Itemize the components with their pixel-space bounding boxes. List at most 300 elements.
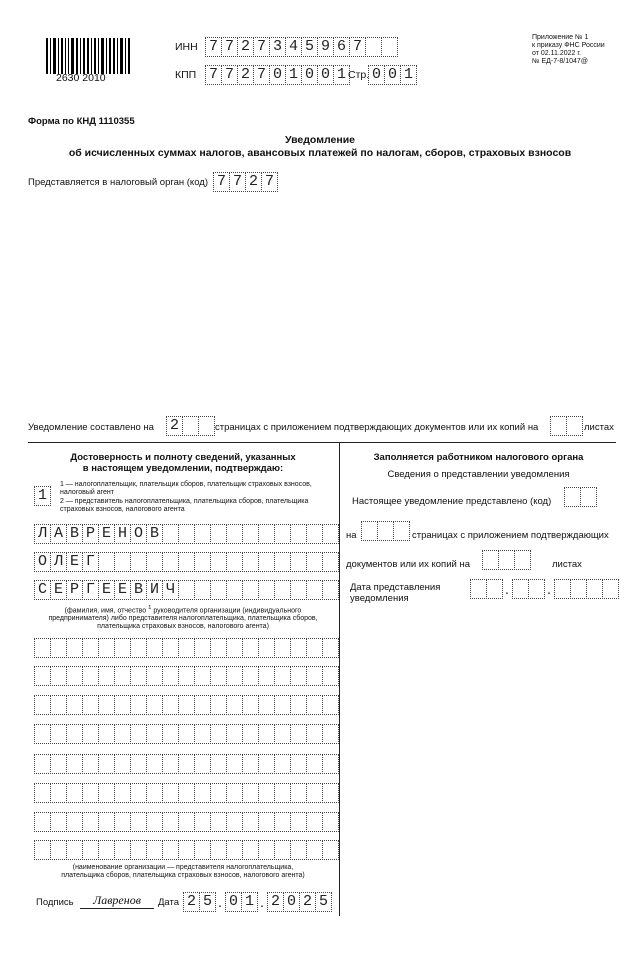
right-date-cells[interactable]	[470, 579, 618, 599]
date-cells[interactable]	[183, 892, 331, 912]
char-cell[interactable]: 6	[333, 37, 350, 57]
char-cell[interactable]	[377, 521, 394, 541]
char-cell[interactable]: 0	[368, 65, 385, 85]
char-cell[interactable]	[162, 840, 179, 860]
char-cell[interactable]	[114, 840, 131, 860]
page-cells[interactable]	[368, 65, 416, 85]
tax-authority-cells[interactable]	[213, 172, 277, 192]
char-cell[interactable]	[162, 783, 179, 803]
char-cell[interactable]	[322, 666, 339, 686]
char-cell[interactable]	[242, 724, 259, 744]
char-cell[interactable]	[258, 638, 275, 658]
char-cell[interactable]	[258, 754, 275, 774]
right-date-month[interactable]	[512, 579, 544, 599]
org-name-cells-6[interactable]	[34, 783, 338, 803]
org-name-cells-7[interactable]	[34, 812, 338, 832]
char-cell[interactable]	[34, 754, 51, 774]
char-cell[interactable]	[306, 666, 323, 686]
char-cell[interactable]	[306, 638, 323, 658]
char-cell[interactable]	[34, 695, 51, 715]
char-cell[interactable]	[226, 812, 243, 832]
char-cell[interactable]	[470, 579, 487, 599]
char-cell[interactable]: Е	[50, 580, 67, 600]
char-cell[interactable]	[322, 524, 339, 544]
char-cell[interactable]	[290, 754, 307, 774]
char-cell[interactable]	[226, 524, 243, 544]
char-cell[interactable]	[274, 638, 291, 658]
char-cell[interactable]	[210, 840, 227, 860]
char-cell[interactable]: Г	[82, 580, 99, 600]
char-cell[interactable]	[242, 552, 259, 572]
char-cell[interactable]: Г	[82, 552, 99, 572]
char-cell[interactable]	[554, 579, 571, 599]
char-cell[interactable]: 3	[269, 37, 286, 57]
char-cell[interactable]: 2	[267, 892, 284, 912]
char-cell[interactable]: 5	[199, 892, 216, 912]
char-cell[interactable]: 0	[317, 65, 334, 85]
char-cell[interactable]	[34, 783, 51, 803]
char-cell[interactable]: 0	[269, 65, 286, 85]
char-cell[interactable]	[66, 724, 83, 744]
char-cell[interactable]	[210, 812, 227, 832]
date-month[interactable]	[225, 892, 257, 912]
char-cell[interactable]	[274, 552, 291, 572]
char-cell[interactable]	[258, 840, 275, 860]
char-cell[interactable]	[306, 783, 323, 803]
org-name-cells-2[interactable]	[34, 666, 338, 686]
char-cell[interactable]: 1	[400, 65, 417, 85]
char-cell[interactable]	[66, 638, 83, 658]
org-name-cells-4[interactable]	[34, 724, 338, 744]
char-cell[interactable]: 7	[221, 65, 238, 85]
char-cell[interactable]	[114, 638, 131, 658]
char-cell[interactable]	[322, 754, 339, 774]
char-cell[interactable]	[290, 812, 307, 832]
char-cell[interactable]: Е	[98, 580, 115, 600]
char-cell[interactable]	[322, 783, 339, 803]
char-cell[interactable]	[98, 638, 115, 658]
char-cell[interactable]	[564, 487, 581, 507]
char-cell[interactable]: 2	[237, 37, 254, 57]
char-cell[interactable]	[66, 840, 83, 860]
char-cell[interactable]: Л	[50, 552, 67, 572]
char-cell[interactable]	[82, 724, 99, 744]
char-cell[interactable]	[306, 812, 323, 832]
char-cell[interactable]	[178, 812, 195, 832]
char-cell[interactable]	[194, 695, 211, 715]
char-cell[interactable]	[242, 638, 259, 658]
char-cell[interactable]	[226, 638, 243, 658]
char-cell[interactable]: О	[34, 552, 51, 572]
char-cell[interactable]	[98, 783, 115, 803]
char-cell[interactable]	[226, 754, 243, 774]
char-cell[interactable]	[258, 812, 275, 832]
char-cell[interactable]	[146, 638, 163, 658]
char-cell[interactable]	[482, 550, 499, 570]
char-cell[interactable]	[306, 754, 323, 774]
char-cell[interactable]	[210, 580, 227, 600]
char-cell[interactable]	[210, 695, 227, 715]
char-cell[interactable]	[290, 724, 307, 744]
char-cell[interactable]	[514, 550, 531, 570]
char-cell[interactable]: 7	[205, 37, 222, 57]
char-cell[interactable]: 1	[241, 892, 258, 912]
char-cell[interactable]	[162, 695, 179, 715]
char-cell[interactable]	[258, 695, 275, 715]
char-cell[interactable]	[290, 638, 307, 658]
char-cell[interactable]	[274, 524, 291, 544]
char-cell[interactable]: 2	[245, 172, 262, 192]
char-cell[interactable]	[34, 812, 51, 832]
org-name-cells-5[interactable]	[34, 754, 338, 774]
char-cell[interactable]	[98, 695, 115, 715]
char-cell[interactable]: 9	[317, 37, 334, 57]
char-cell[interactable]	[290, 552, 307, 572]
char-cell[interactable]	[274, 840, 291, 860]
char-cell[interactable]: 1	[333, 65, 350, 85]
char-cell[interactable]	[82, 638, 99, 658]
char-cell[interactable]	[130, 754, 147, 774]
char-cell[interactable]	[226, 783, 243, 803]
char-cell[interactable]: 1	[34, 486, 51, 506]
char-cell[interactable]: Р	[66, 580, 83, 600]
char-cell[interactable]: 0	[225, 892, 242, 912]
char-cell[interactable]	[82, 695, 99, 715]
char-cell[interactable]	[242, 754, 259, 774]
char-cell[interactable]	[290, 695, 307, 715]
char-cell[interactable]: 2	[299, 892, 316, 912]
char-cell[interactable]	[50, 783, 67, 803]
char-cell[interactable]	[393, 521, 410, 541]
char-cell[interactable]	[114, 666, 131, 686]
char-cell[interactable]	[146, 695, 163, 715]
char-cell[interactable]	[194, 840, 211, 860]
char-cell[interactable]	[162, 638, 179, 658]
char-cell[interactable]	[162, 812, 179, 832]
char-cell[interactable]	[274, 724, 291, 744]
char-cell[interactable]	[486, 579, 503, 599]
form-code: Форма по КНД 1110355	[28, 116, 135, 127]
char-cell[interactable]	[50, 638, 67, 658]
char-cell[interactable]	[82, 666, 99, 686]
char-cell[interactable]	[210, 783, 227, 803]
char-cell[interactable]	[50, 840, 67, 860]
right-date-day[interactable]	[470, 579, 502, 599]
char-cell[interactable]	[98, 552, 115, 572]
char-cell[interactable]: В	[66, 524, 83, 544]
char-cell[interactable]	[361, 521, 378, 541]
char-cell[interactable]: А	[50, 524, 67, 544]
char-cell[interactable]	[306, 524, 323, 544]
char-cell[interactable]	[182, 416, 199, 436]
char-cell[interactable]	[178, 783, 195, 803]
char-cell[interactable]: 0	[301, 65, 318, 85]
char-cell[interactable]	[146, 812, 163, 832]
char-cell[interactable]	[528, 579, 545, 599]
char-cell[interactable]	[226, 552, 243, 572]
pages-cells[interactable]	[166, 416, 214, 436]
char-cell[interactable]: В	[146, 524, 163, 544]
char-cell[interactable]	[194, 666, 211, 686]
char-cell[interactable]: 0	[283, 892, 300, 912]
char-cell[interactable]	[130, 666, 147, 686]
char-cell[interactable]	[306, 580, 323, 600]
char-cell[interactable]	[242, 783, 259, 803]
char-cell[interactable]: 0	[384, 65, 401, 85]
date-day[interactable]	[183, 892, 215, 912]
char-cell[interactable]	[322, 840, 339, 860]
char-cell[interactable]	[194, 638, 211, 658]
char-cell[interactable]: 4	[285, 37, 302, 57]
char-cell[interactable]	[258, 524, 275, 544]
char-cell[interactable]	[498, 550, 515, 570]
char-cell[interactable]: Ч	[162, 580, 179, 600]
char-cell[interactable]: Н	[114, 524, 131, 544]
char-cell[interactable]	[50, 754, 67, 774]
left-heading-2: в настоящем уведомлении, подтверждаю:	[82, 463, 284, 474]
char-cell[interactable]	[178, 524, 195, 544]
char-cell[interactable]	[162, 724, 179, 744]
char-cell[interactable]	[322, 580, 339, 600]
char-cell[interactable]	[34, 840, 51, 860]
char-cell[interactable]: 2	[166, 416, 183, 436]
char-cell[interactable]	[258, 783, 275, 803]
char-cell[interactable]	[50, 695, 67, 715]
char-cell[interactable]	[162, 524, 179, 544]
char-cell[interactable]	[198, 416, 215, 436]
char-cell[interactable]: 7	[221, 37, 238, 57]
char-cell[interactable]	[570, 579, 587, 599]
char-cell[interactable]	[242, 580, 259, 600]
inn-cells[interactable]	[205, 37, 397, 57]
char-cell[interactable]	[290, 666, 307, 686]
right-pages-cells[interactable]	[361, 521, 409, 541]
char-cell[interactable]	[290, 783, 307, 803]
char-cell[interactable]	[586, 579, 603, 599]
char-cell[interactable]	[566, 416, 583, 436]
char-cell[interactable]	[290, 840, 307, 860]
char-cell[interactable]	[210, 754, 227, 774]
char-cell[interactable]: 2	[183, 892, 200, 912]
char-cell[interactable]	[146, 840, 163, 860]
char-cell[interactable]: Л	[34, 524, 51, 544]
char-cell[interactable]: 2	[237, 65, 254, 85]
char-cell[interactable]: 5	[301, 37, 318, 57]
char-cell[interactable]	[130, 695, 147, 715]
date-year[interactable]	[267, 892, 331, 912]
char-cell[interactable]: И	[146, 580, 163, 600]
org-name-cells-8[interactable]	[34, 840, 338, 860]
char-cell[interactable]	[34, 724, 51, 744]
char-cell[interactable]	[82, 783, 99, 803]
char-cell[interactable]: 7	[253, 65, 270, 85]
char-cell[interactable]	[162, 666, 179, 686]
char-cell[interactable]	[306, 840, 323, 860]
char-cell[interactable]: 7	[229, 172, 246, 192]
char-cell[interactable]: Е	[114, 580, 131, 600]
char-cell[interactable]	[50, 666, 67, 686]
char-cell[interactable]	[178, 754, 195, 774]
org-name-cells-1[interactable]	[34, 638, 338, 658]
char-cell[interactable]	[98, 666, 115, 686]
char-cell[interactable]	[210, 724, 227, 744]
char-cell[interactable]	[210, 552, 227, 572]
char-cell[interactable]	[82, 812, 99, 832]
char-cell[interactable]	[602, 579, 619, 599]
char-cell[interactable]	[114, 695, 131, 715]
char-cell[interactable]	[210, 666, 227, 686]
char-cell[interactable]	[194, 812, 211, 832]
char-cell[interactable]	[226, 695, 243, 715]
char-cell[interactable]	[226, 580, 243, 600]
char-cell[interactable]: Е	[66, 552, 83, 572]
char-cell[interactable]: 5	[315, 892, 332, 912]
char-cell[interactable]	[114, 552, 131, 572]
char-cell[interactable]	[114, 724, 131, 744]
char-cell[interactable]	[512, 579, 529, 599]
org-name-cells-3[interactable]	[34, 695, 338, 715]
char-cell[interactable]	[210, 524, 227, 544]
char-cell[interactable]	[322, 724, 339, 744]
char-cell[interactable]: О	[130, 524, 147, 544]
char-cell[interactable]	[162, 754, 179, 774]
char-cell[interactable]	[34, 638, 51, 658]
signer-type-cell[interactable]	[34, 486, 50, 506]
char-cell[interactable]	[98, 840, 115, 860]
char-cell[interactable]	[114, 754, 131, 774]
char-cell[interactable]	[258, 552, 275, 572]
char-cell[interactable]	[381, 37, 398, 57]
char-cell[interactable]	[322, 552, 339, 572]
char-cell[interactable]: В	[130, 580, 147, 600]
char-cell[interactable]	[274, 812, 291, 832]
char-cell[interactable]	[290, 580, 307, 600]
char-cell[interactable]: 7	[261, 172, 278, 192]
char-cell[interactable]	[194, 580, 211, 600]
char-cell[interactable]	[178, 580, 195, 600]
char-cell[interactable]	[130, 783, 147, 803]
char-cell[interactable]	[550, 416, 567, 436]
char-cell[interactable]	[178, 552, 195, 572]
char-cell[interactable]	[130, 724, 147, 744]
char-cell[interactable]	[226, 724, 243, 744]
char-cell[interactable]	[194, 724, 211, 744]
char-cell[interactable]: 7	[349, 37, 366, 57]
char-cell[interactable]	[274, 695, 291, 715]
char-cell[interactable]	[66, 812, 83, 832]
char-cell[interactable]	[306, 552, 323, 572]
char-cell[interactable]	[178, 666, 195, 686]
fio-caption-line: предпринимателя) либо представителя налогоплательщика, плательщика сборов,	[48, 615, 318, 623]
kpp-cells[interactable]	[205, 65, 349, 85]
char-cell[interactable]	[274, 666, 291, 686]
char-cell[interactable]	[66, 754, 83, 774]
char-cell[interactable]	[242, 524, 259, 544]
char-cell[interactable]	[242, 840, 259, 860]
char-cell[interactable]	[365, 37, 382, 57]
char-cell[interactable]: 7	[213, 172, 230, 192]
char-cell[interactable]: 7	[253, 37, 270, 57]
char-cell[interactable]	[194, 524, 211, 544]
char-cell[interactable]	[580, 487, 597, 507]
char-cell[interactable]	[258, 724, 275, 744]
surname-cells[interactable]	[34, 524, 338, 544]
signature[interactable]: Лавренов	[80, 893, 154, 909]
char-cell[interactable]	[290, 524, 307, 544]
code-cells[interactable]	[564, 487, 596, 507]
char-cell[interactable]	[146, 754, 163, 774]
char-cell[interactable]	[130, 840, 147, 860]
char-cell[interactable]	[50, 812, 67, 832]
char-cell[interactable]	[66, 783, 83, 803]
char-cell[interactable]	[306, 724, 323, 744]
char-cell[interactable]	[258, 666, 275, 686]
char-cell[interactable]: Р	[82, 524, 99, 544]
char-cell[interactable]	[98, 724, 115, 744]
char-cell[interactable]	[146, 783, 163, 803]
name-cells[interactable]	[34, 552, 338, 572]
char-cell[interactable]	[242, 812, 259, 832]
char-cell[interactable]	[178, 638, 195, 658]
char-cell[interactable]	[130, 812, 147, 832]
right-sheets-cells[interactable]	[482, 550, 530, 570]
char-cell[interactable]	[194, 552, 211, 572]
char-cell[interactable]	[194, 783, 211, 803]
char-cell[interactable]	[130, 552, 147, 572]
char-cell[interactable]	[322, 695, 339, 715]
char-cell[interactable]: Е	[98, 524, 115, 544]
right-date-year[interactable]	[554, 579, 618, 599]
char-cell[interactable]	[274, 580, 291, 600]
char-cell[interactable]	[98, 812, 115, 832]
char-cell[interactable]	[226, 840, 243, 860]
char-cell[interactable]	[98, 754, 115, 774]
char-cell[interactable]	[242, 695, 259, 715]
patronymic-cells[interactable]	[34, 580, 338, 600]
char-cell[interactable]	[178, 695, 195, 715]
char-cell[interactable]	[130, 638, 147, 658]
char-cell[interactable]	[82, 754, 99, 774]
char-cell[interactable]	[322, 812, 339, 832]
char-cell[interactable]	[114, 812, 131, 832]
char-cell[interactable]	[258, 580, 275, 600]
char-cell[interactable]	[34, 666, 51, 686]
char-cell[interactable]	[66, 695, 83, 715]
char-cell[interactable]: С	[34, 580, 51, 600]
char-cell[interactable]	[178, 840, 195, 860]
char-cell[interactable]	[274, 754, 291, 774]
char-cell[interactable]	[66, 666, 83, 686]
char-cell[interactable]	[274, 783, 291, 803]
char-cell[interactable]: 7	[205, 65, 222, 85]
char-cell[interactable]	[242, 666, 259, 686]
char-cell[interactable]	[210, 638, 227, 658]
char-cell[interactable]	[194, 754, 211, 774]
char-cell[interactable]	[226, 666, 243, 686]
sheets-cells[interactable]	[550, 416, 582, 436]
char-cell[interactable]	[50, 724, 67, 744]
char-cell[interactable]	[146, 552, 163, 572]
char-cell[interactable]	[322, 638, 339, 658]
char-cell[interactable]	[82, 840, 99, 860]
char-cell[interactable]	[306, 695, 323, 715]
char-cell[interactable]	[162, 552, 179, 572]
char-cell[interactable]	[114, 783, 131, 803]
char-cell[interactable]: 1	[285, 65, 302, 85]
char-cell[interactable]	[146, 724, 163, 744]
char-cell[interactable]	[178, 724, 195, 744]
char-cell[interactable]	[146, 666, 163, 686]
